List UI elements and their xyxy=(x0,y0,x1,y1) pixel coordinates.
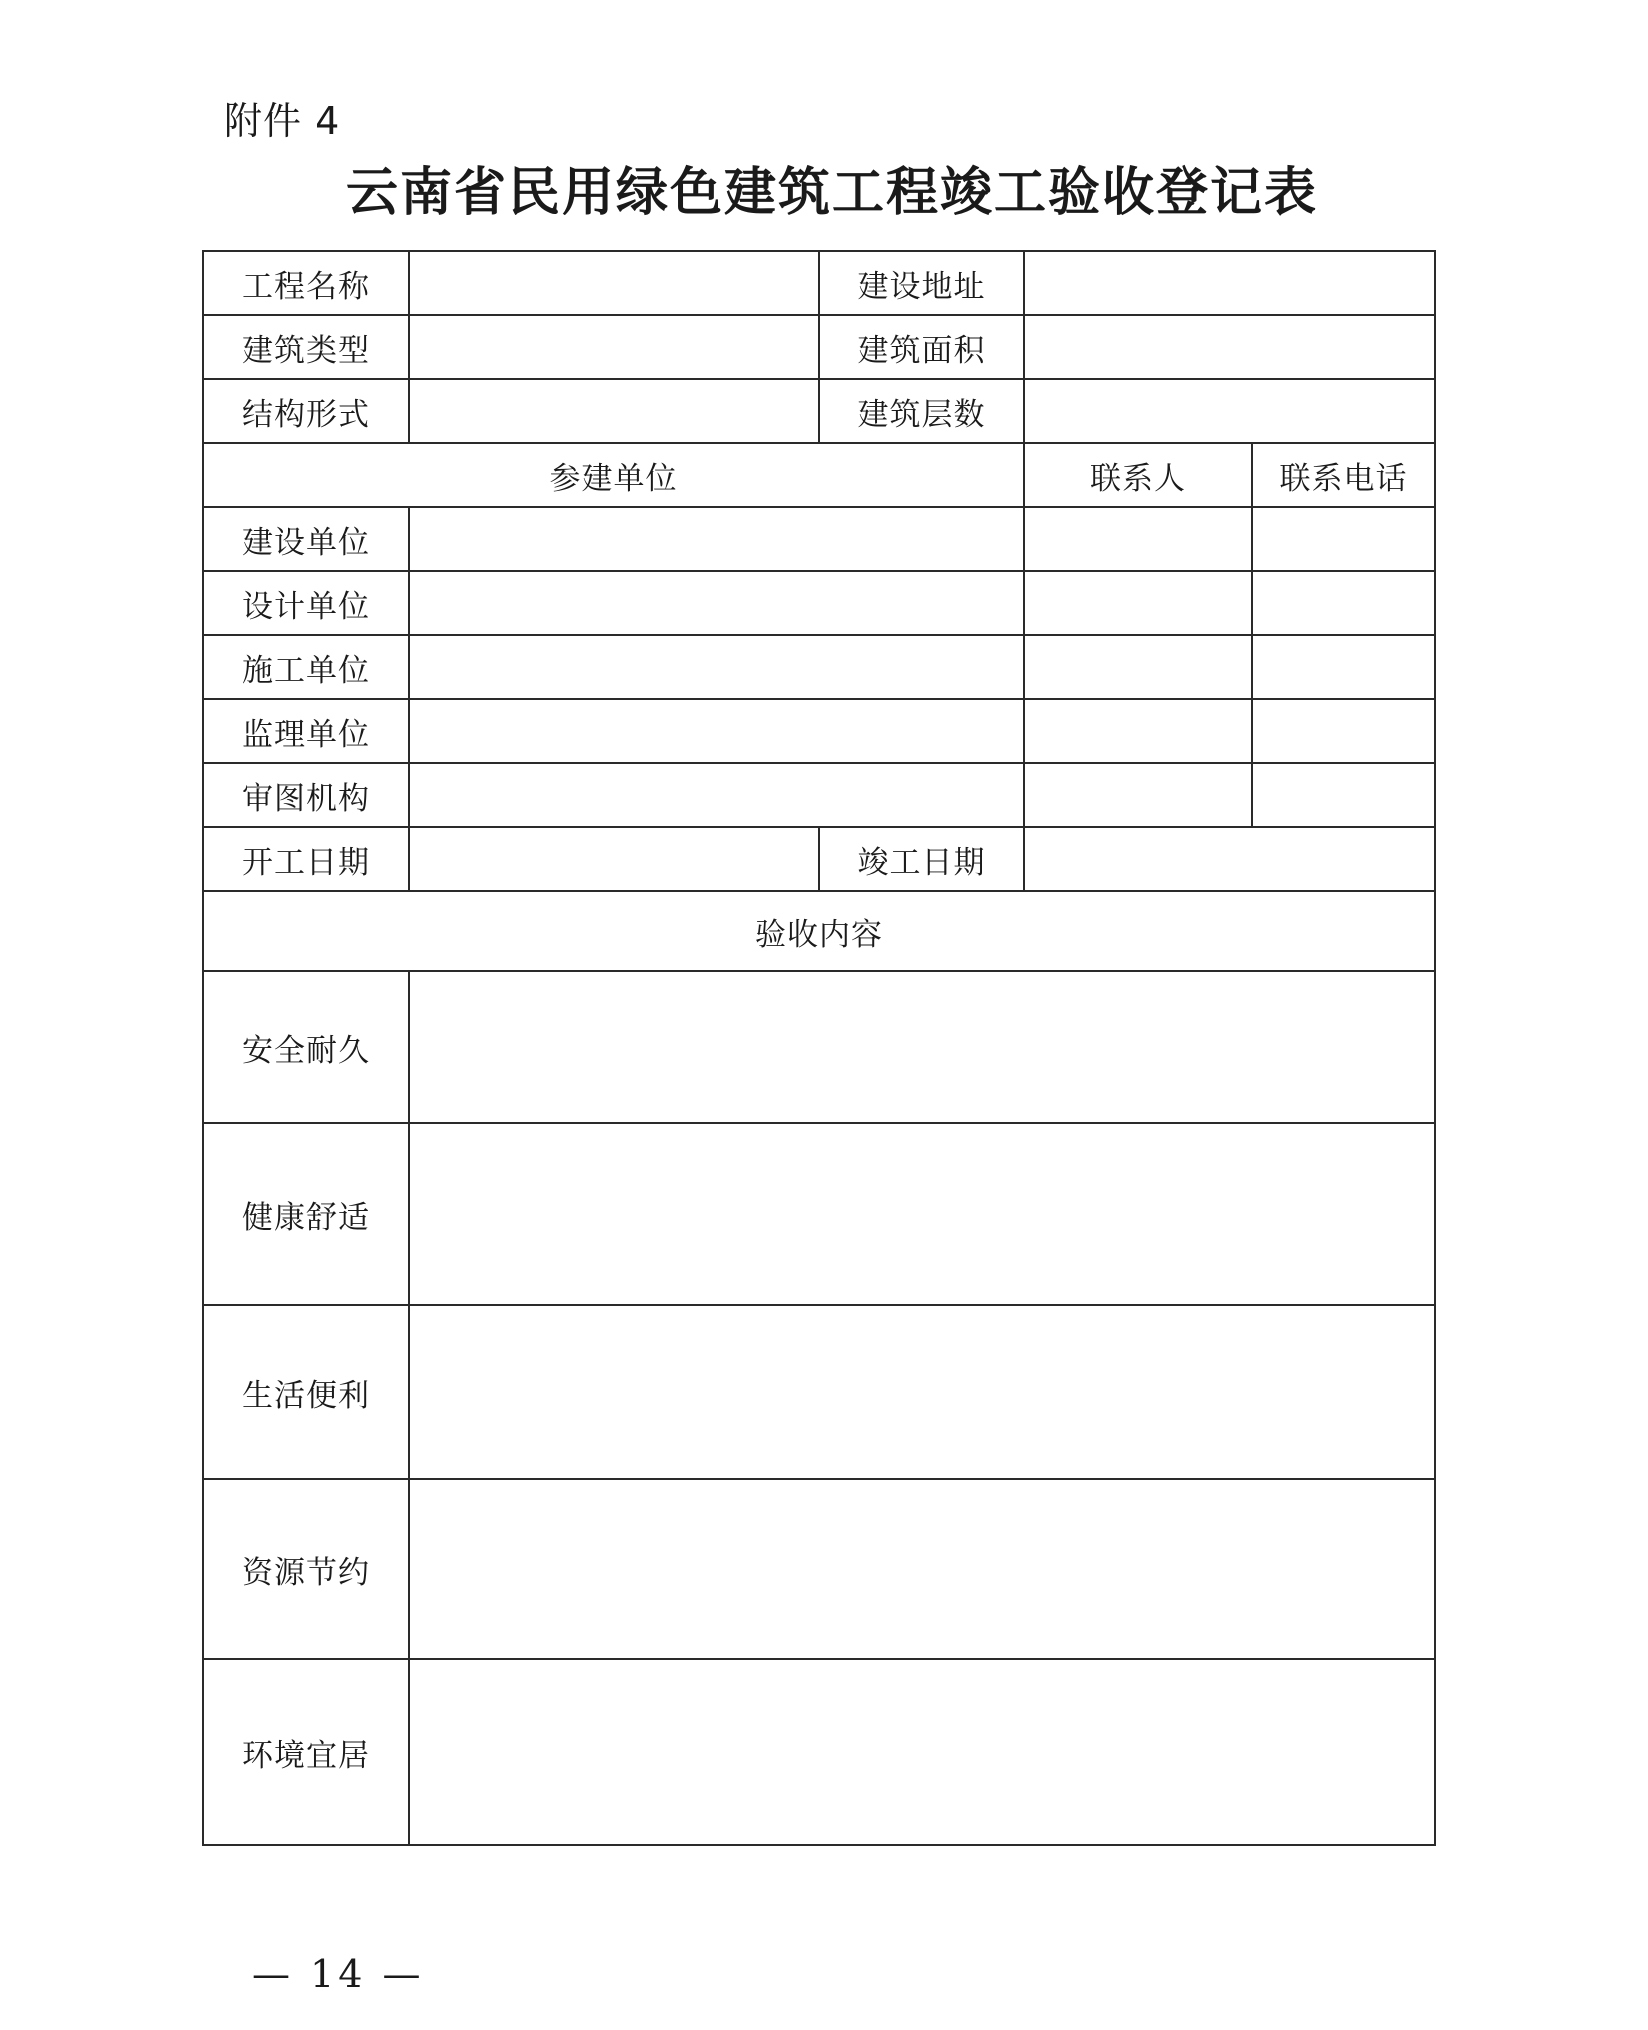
label-completion-date: 竣工日期 xyxy=(819,827,1024,891)
unit-design-field[interactable] xyxy=(409,571,1024,635)
label-project-name: 工程名称 xyxy=(203,251,409,315)
building-area-field[interactable] xyxy=(1024,315,1435,379)
label-building-type: 建筑类型 xyxy=(203,315,409,379)
row-project-name xyxy=(203,251,1435,315)
attachment-label: 附件 4 xyxy=(224,99,341,143)
row-unit-builder xyxy=(203,635,1435,699)
resource-saving-field[interactable] xyxy=(409,1479,1435,1659)
label-unit-review: 审图机构 xyxy=(203,763,409,827)
label-unit-supervision: 监理单位 xyxy=(203,699,409,763)
unit-design-contact-field[interactable] xyxy=(1024,571,1252,635)
unit-supervision-contact-field[interactable] xyxy=(1024,699,1252,763)
building-floors-field[interactable] xyxy=(1024,379,1435,443)
row-unit-construction xyxy=(203,507,1435,571)
label-start-date: 开工日期 xyxy=(203,827,409,891)
acceptance-header: 验收内容 xyxy=(203,891,1435,971)
construction-address-field[interactable] xyxy=(1024,251,1435,315)
project-name-field[interactable] xyxy=(409,251,819,315)
unit-construction-field[interactable] xyxy=(409,507,1024,571)
row-unit-review xyxy=(203,763,1435,827)
label-resource-saving: 资源节约 xyxy=(203,1479,409,1659)
unit-builder-contact-field[interactable] xyxy=(1024,635,1252,699)
unit-review-contact-field[interactable] xyxy=(1024,763,1252,827)
structure-form-field[interactable] xyxy=(409,379,819,443)
building-type-field[interactable] xyxy=(409,315,819,379)
unit-supervision-field[interactable] xyxy=(409,699,1024,763)
label-safety-durability: 安全耐久 xyxy=(203,971,409,1123)
label-unit-construction: 建设单位 xyxy=(203,507,409,571)
health-comfort-field[interactable] xyxy=(409,1123,1435,1305)
unit-design-phone-field[interactable] xyxy=(1252,571,1435,635)
completion-date-field[interactable] xyxy=(1024,827,1435,891)
page-number: — 14 — xyxy=(252,1952,425,1996)
contact-phone-header: 联系电话 xyxy=(1252,443,1435,507)
unit-builder-phone-field[interactable] xyxy=(1252,635,1435,699)
form-title: 云南省民用绿色建筑工程竣工验收登记表 xyxy=(345,162,1318,223)
row-dates xyxy=(203,827,1435,891)
label-building-area: 建筑面积 xyxy=(819,315,1024,379)
label-building-floors: 建筑层数 xyxy=(819,379,1024,443)
row-acceptance-convenience xyxy=(203,1305,1435,1479)
unit-review-field[interactable] xyxy=(409,763,1024,827)
row-participants-header xyxy=(203,443,1435,507)
label-environment-livability: 环境宜居 xyxy=(203,1659,409,1845)
row-acceptance-safety xyxy=(203,971,1435,1123)
row-unit-supervision xyxy=(203,699,1435,763)
contact-person-header: 联系人 xyxy=(1024,443,1252,507)
row-building-type xyxy=(203,315,1435,379)
row-acceptance-resource xyxy=(203,1479,1435,1659)
environment-livability-field[interactable] xyxy=(409,1659,1435,1845)
row-acceptance-environment xyxy=(203,1659,1435,1845)
safety-durability-field[interactable] xyxy=(409,971,1435,1123)
unit-review-phone-field[interactable] xyxy=(1252,763,1435,827)
unit-builder-field[interactable] xyxy=(409,635,1024,699)
life-convenience-field[interactable] xyxy=(409,1305,1435,1479)
unit-supervision-phone-field[interactable] xyxy=(1252,699,1435,763)
unit-construction-phone-field[interactable] xyxy=(1252,507,1435,571)
label-unit-design: 设计单位 xyxy=(203,571,409,635)
row-structure-form xyxy=(203,379,1435,443)
label-structure-form: 结构形式 xyxy=(203,379,409,443)
unit-construction-contact-field[interactable] xyxy=(1024,507,1252,571)
label-construction-address: 建设地址 xyxy=(819,251,1024,315)
participants-header: 参建单位 xyxy=(203,443,1024,507)
label-health-comfort: 健康舒适 xyxy=(203,1123,409,1305)
label-unit-builder: 施工单位 xyxy=(203,635,409,699)
registration-form-table xyxy=(202,250,1436,1846)
row-unit-design xyxy=(203,571,1435,635)
row-acceptance-header xyxy=(203,891,1435,971)
row-acceptance-health xyxy=(203,1123,1435,1305)
start-date-field[interactable] xyxy=(409,827,819,891)
label-life-convenience: 生活便利 xyxy=(203,1305,409,1479)
